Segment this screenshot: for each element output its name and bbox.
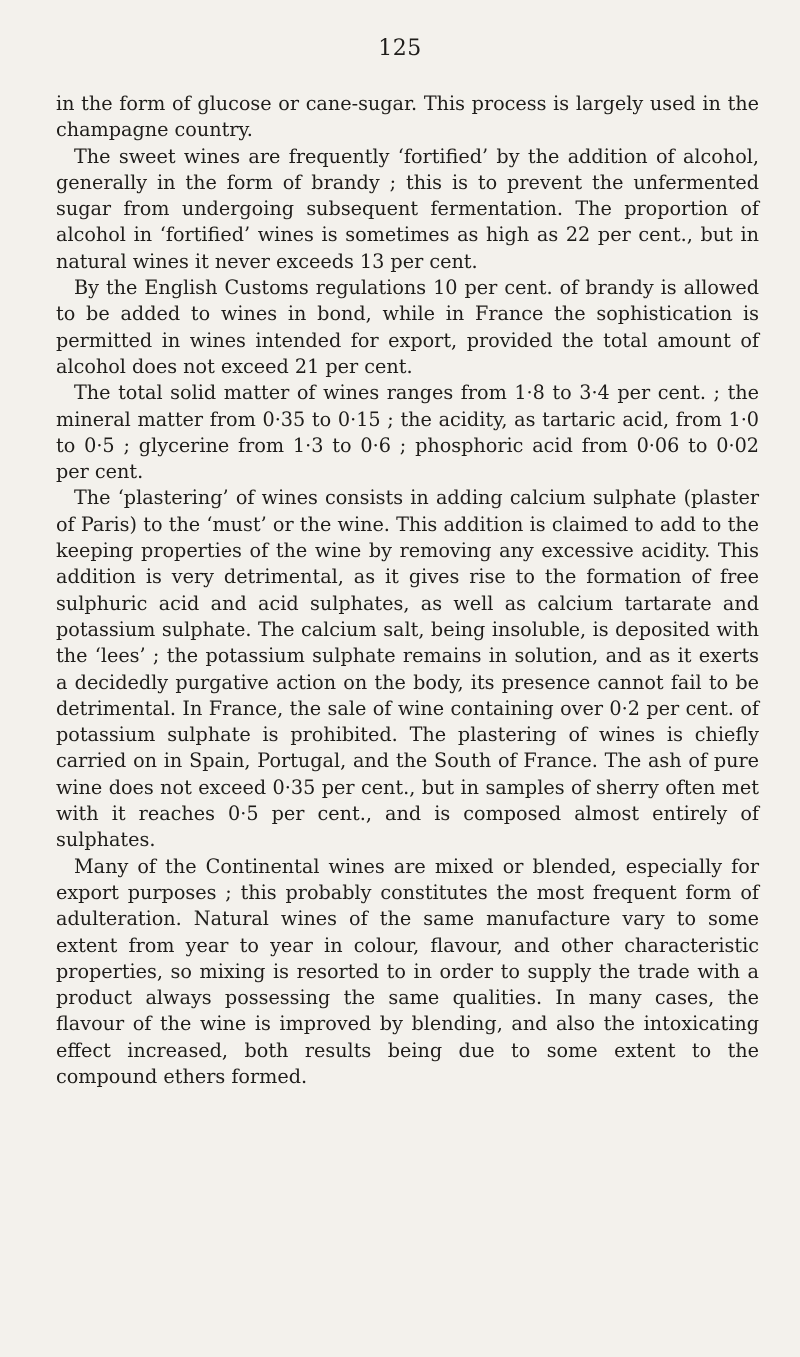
paragraph-solid-matter: The total solid matter of wines ranges from 1·8 to 3·4 per cent. ; the mineral matter from 0·35 to 0·15 ; the acidity, as tartaric acid, from 1·0 to 0·5 ; glycerine from 1·3 to 0·6 ; phosphoric acid from 0·06 to 0·02 per cent. <box>56 381 759 484</box>
paragraph-continuation: in the form of glucose or cane-sugar. This process is largely used in the champagne country. <box>56 92 759 142</box>
paragraph-fortified-wines: The sweet wines are frequently ‘fortified’ by the addition of alcohol, generally in the form of brandy ; this is to prevent the unfermented sugar from undergoing subsequent fermentation. The proportion of alcohol in ‘fortified’ wines is sometimes as high as 22 per cent., but in natural wines it never exceeds 13 per cent. <box>56 144 759 273</box>
paragraph-plastering: The ‘plastering’ of wines consists in adding calcium sulphate (plaster of Paris) to the ‘must’ or the wine. This addition is claimed to add to the keeping properties of the wine by removing any excessive acidity. This addition is very detrimental, as it gives rise to the formation of free sulphuric acid and acid sulphates, as well as calcium tartarate and potassium sulphate. The calcium salt, being insoluble, is deposited with the ‘lees’ ; the potassium sulphate remains in solution, and as it exerts a decidedly purgative action on the body, its presence cannot fail to be detrimental. In France, the sale of wine containing over 0·2 per cent. of potassium sulphate is prohibited. The plastering of wines is chiefly carried on in Spain, Portugal, and the South of France. The ash of pure wine does not exceed 0·35 per cent., but in samples of sherry often met with it reaches 0·5 per cent., and is composed almost entirely of sulphates. <box>56 486 759 852</box>
paragraph-blending: Many of the Continental wines are mixed or blended, especially for export purposes ; this probably constitutes the most frequent form of adulteration. Natural wines of the same manufacture vary to some extent from year to year in colour, flavour, and other characteristic properties, so mixing is resorted to in order to supply the trade with a product always possessing the same qualities. In many cases, the flavour of the wine is improved by blending, and also the intoxicating effect increased, both results being due to some extent to the compound ethers formed. <box>56 854 759 1088</box>
page-number: 125 <box>378 36 422 61</box>
body-text <box>56 91 759 1090</box>
paragraph-customs-regulations: By the English Customs regulations 10 per cent. of brandy is allowed to be added to wines in bond, while in France the sophistication is permitted in wines intended for export, provided the total amount of alcohol does not exceed 21 per cent. <box>56 276 759 378</box>
